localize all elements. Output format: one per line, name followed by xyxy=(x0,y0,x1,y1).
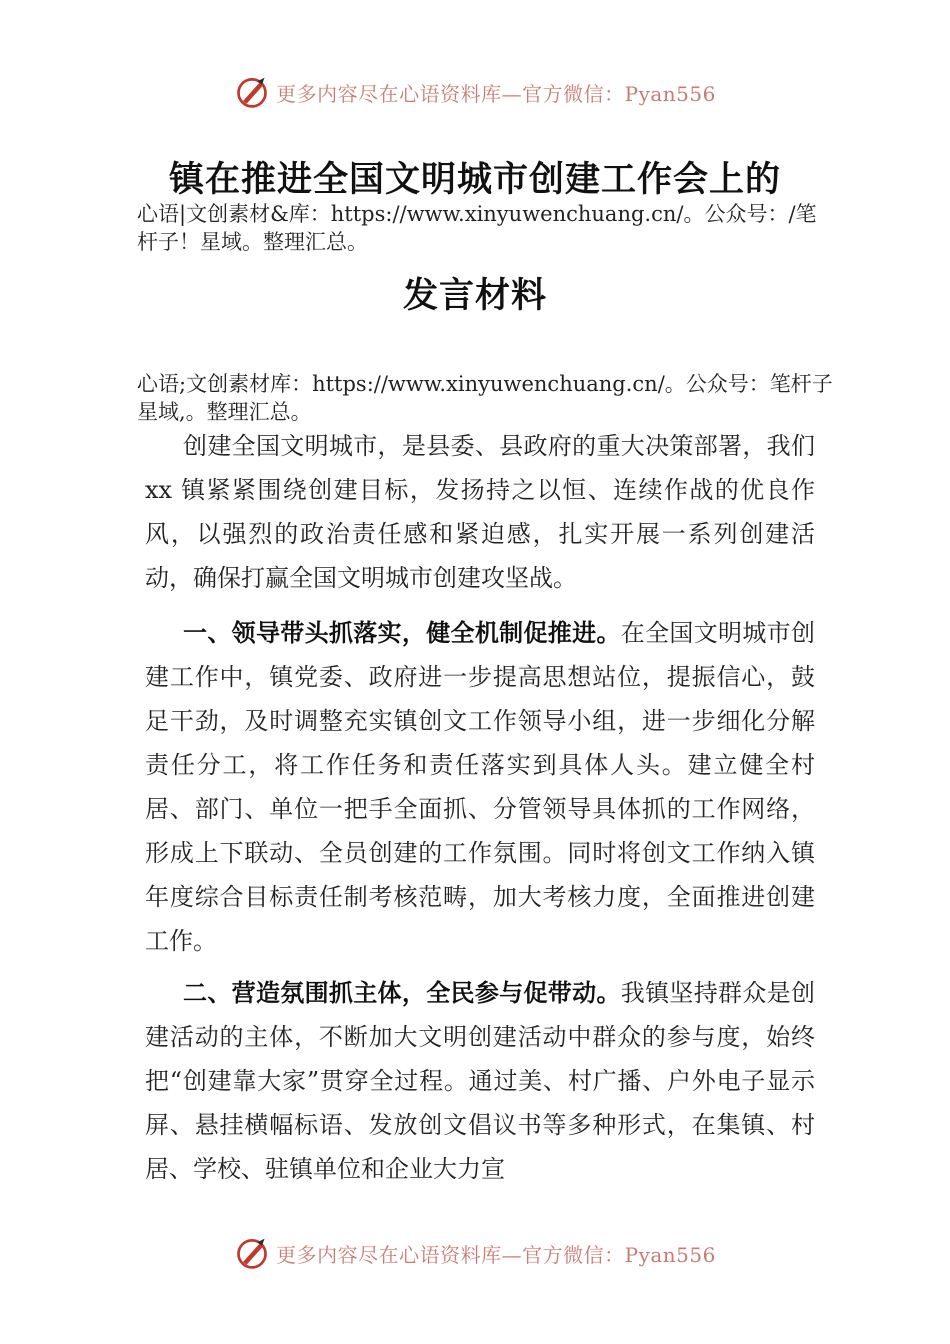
banner-text: 更多内容尽在心语资料库—官方微信：Pyan556 xyxy=(276,81,716,106)
document-title-line2: 发言材料 xyxy=(402,275,547,316)
pen-logo-icon xyxy=(234,1235,270,1271)
watermark-text-1: 心语|文创素材&库：https://www.xinyuwenchuang.cn/。公众号：/笔杆子！星域。整理汇总。 xyxy=(137,202,817,254)
section-1-text: 在全国文明城市创建工作中，镇党委、政府进一步提高思想站位，提振信心，鼓足干劲，及时调整充实镇创文工作领导小组，进一步细化分解责任分工，将工作任务和责任落实到具体人头。建立健全村居、部门、单位一把手全面抓、分管领导具体抓的工作网络，形成上下联动、全员创建的工作氛围。同时将创文工作纳入镇年度综合目标责任制考核范畴，加大考核力度，全面推进创建工作。 xyxy=(145,619,816,955)
intro-paragraph: 创建全国文明城市，是县委、县政府的重大决策部署，我们 xx 镇紧紧围绕创建目标，发扬持之以恒、连续作战的优良作风，以强烈的政治责任感和紧迫感，扎实开展一系列创建活动，确保打赢全国文明城市创建攻坚战。 xyxy=(145,432,815,592)
document-title-line1: 镇在推进全国文明城市创建工作会上的 xyxy=(168,159,781,200)
section-2-paragraph xyxy=(145,971,815,1191)
section-1-paragraph xyxy=(145,611,815,963)
watermark-text-2: 心语;文创素材库：https://www.xinyuwenchuang.cn/。公众号：笔杆子星域,。整理汇总。 xyxy=(137,372,833,424)
header-banner xyxy=(0,72,950,112)
footer-banner xyxy=(0,1233,950,1273)
banner-text: 更多内容尽在心语资料库—官方微信：Pyan556 xyxy=(276,1242,716,1267)
pen-logo-icon xyxy=(234,74,270,110)
section-2-heading: 二、营造氛围抓主体，全民参与促带动。 xyxy=(183,979,621,1007)
section-1-heading: 一、领导带头抓落实，健全机制促推进。 xyxy=(183,619,621,647)
section-2-text: 我镇坚持群众是创建活动的主体，不断加大文明创建活动中群众的参与度，始终把“创建靠大家”贯穿全过程。通过美、村广播、户外电子显示屏、悬挂横幅标语、发放创文倡议书等多种形式，在集镇、村居、学校、驻镇单位和企业大力宣 xyxy=(145,979,816,1183)
